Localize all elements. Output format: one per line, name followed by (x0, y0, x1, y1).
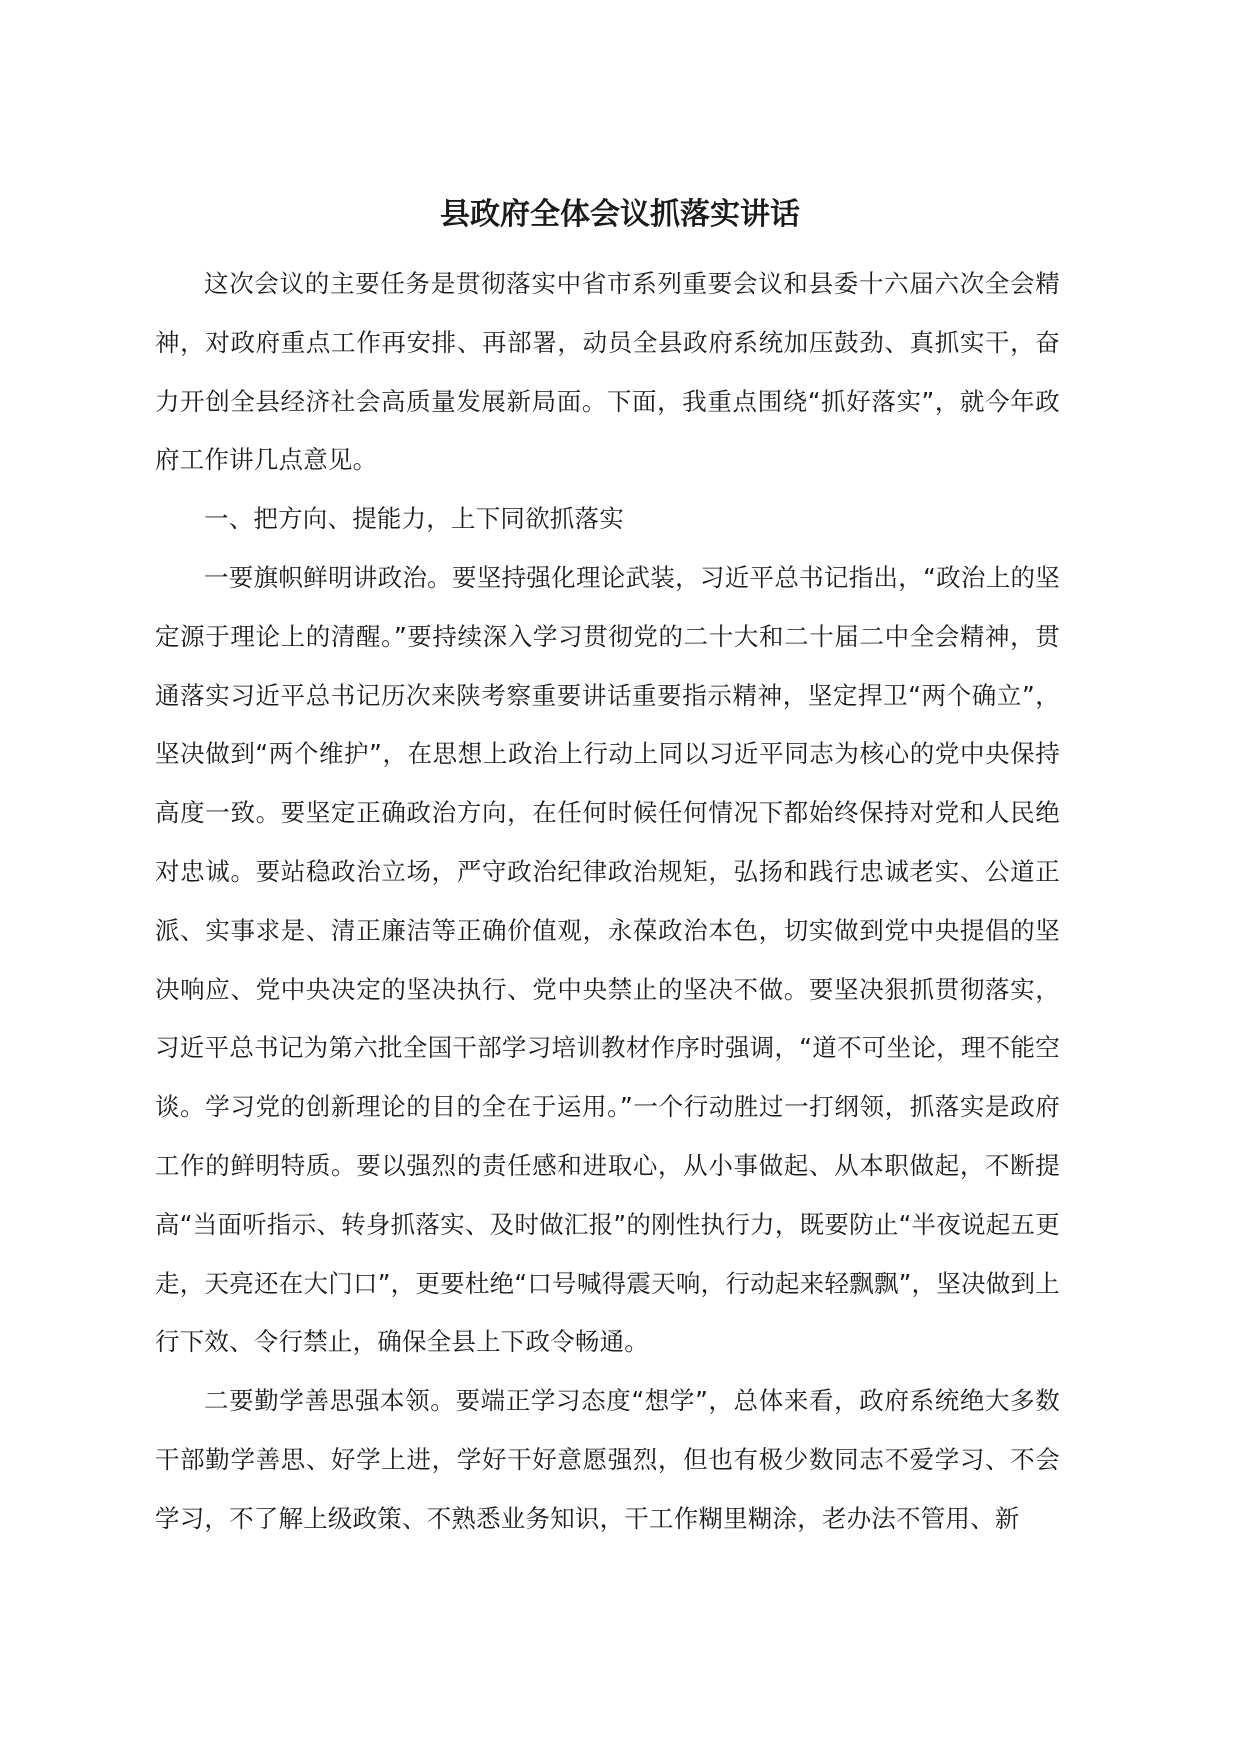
paragraph-intro: 这次会议的主要任务是贯彻落实中省市系列重要会议和县委十六届六次全会精神，对政府重点工作再安排、再部署，动员全县政府系统加压鼓劲、真抓实干，奋力开创全县经济社会高质量发展新局面。下面，我重点围绕“抓好落实”，就今年政府工作讲几点意见。 (155, 269, 1060, 475)
paragraph-study: 二要勤学善思强本领。要端正学习态度“想学”，总体来看，政府系统绝大多数干部勤学善思、好学上进，学好干好意愿强烈，但也有极少数同志不爱学习、不会学习，不了解上级政策、不熟悉业务知识，干工作糊里糊涂，老办法不管用、新 (155, 1386, 1060, 1533)
document-body (155, 255, 1060, 1549)
document-title: 县政府全体会议抓落实讲话 (440, 197, 800, 232)
paragraph-politics: 一要旗帜鲜明讲政治。要坚持强化理论武装，习近平总书记指出，“政治上的坚定源于理论上的清醒。”要持续深入学习贯彻党的二十大和二十届二中全会精神，贯通落实习近平总书记历次来陕考察重要讲话重要指示精神，坚定捍卫“两个确立”，坚决做到“两个维护”，在思想上政治上行动上同以习近平同志为核心的党中央保持高度一致。要坚定正确政治方向，在任何时候任何情况下都始终保持对党和人民绝对忠诚。要站稳政治立场，严守政治纪律政治规矩，弘扬和践行忠诚老实、公道正派、实事求是、清正廉洁等正确价值观，永葆政治本色，切实做到党中央提倡的坚决响应、党中央决定的坚决执行、党中央禁止的坚决不做。要坚决狠抓贯彻落实，习近平总书记为第六批全国干部学习培训教材作序时强调，“道不可坐论，理不能空谈。学习党的创新理论的目的全在于运用。”一个行动胜过一打纲领，抓落实是政府工作的鲜明特质。要以强烈的责任感和进取心，从小事做起、从本职做起，不断提高“当面听指示、转身抓落实、及时做汇报”的刚性执行力，既要防止“半夜说起五更走，天亮还在大门口”，更要杜绝“口号喊得震天响，行动起来轻飘飘”，坚决做到上行下效、令行禁止，确保全县上下政令畅通。 (155, 562, 1060, 1357)
section-heading: 一、把方向、提能力，上下同欲抓落实 (204, 504, 624, 534)
